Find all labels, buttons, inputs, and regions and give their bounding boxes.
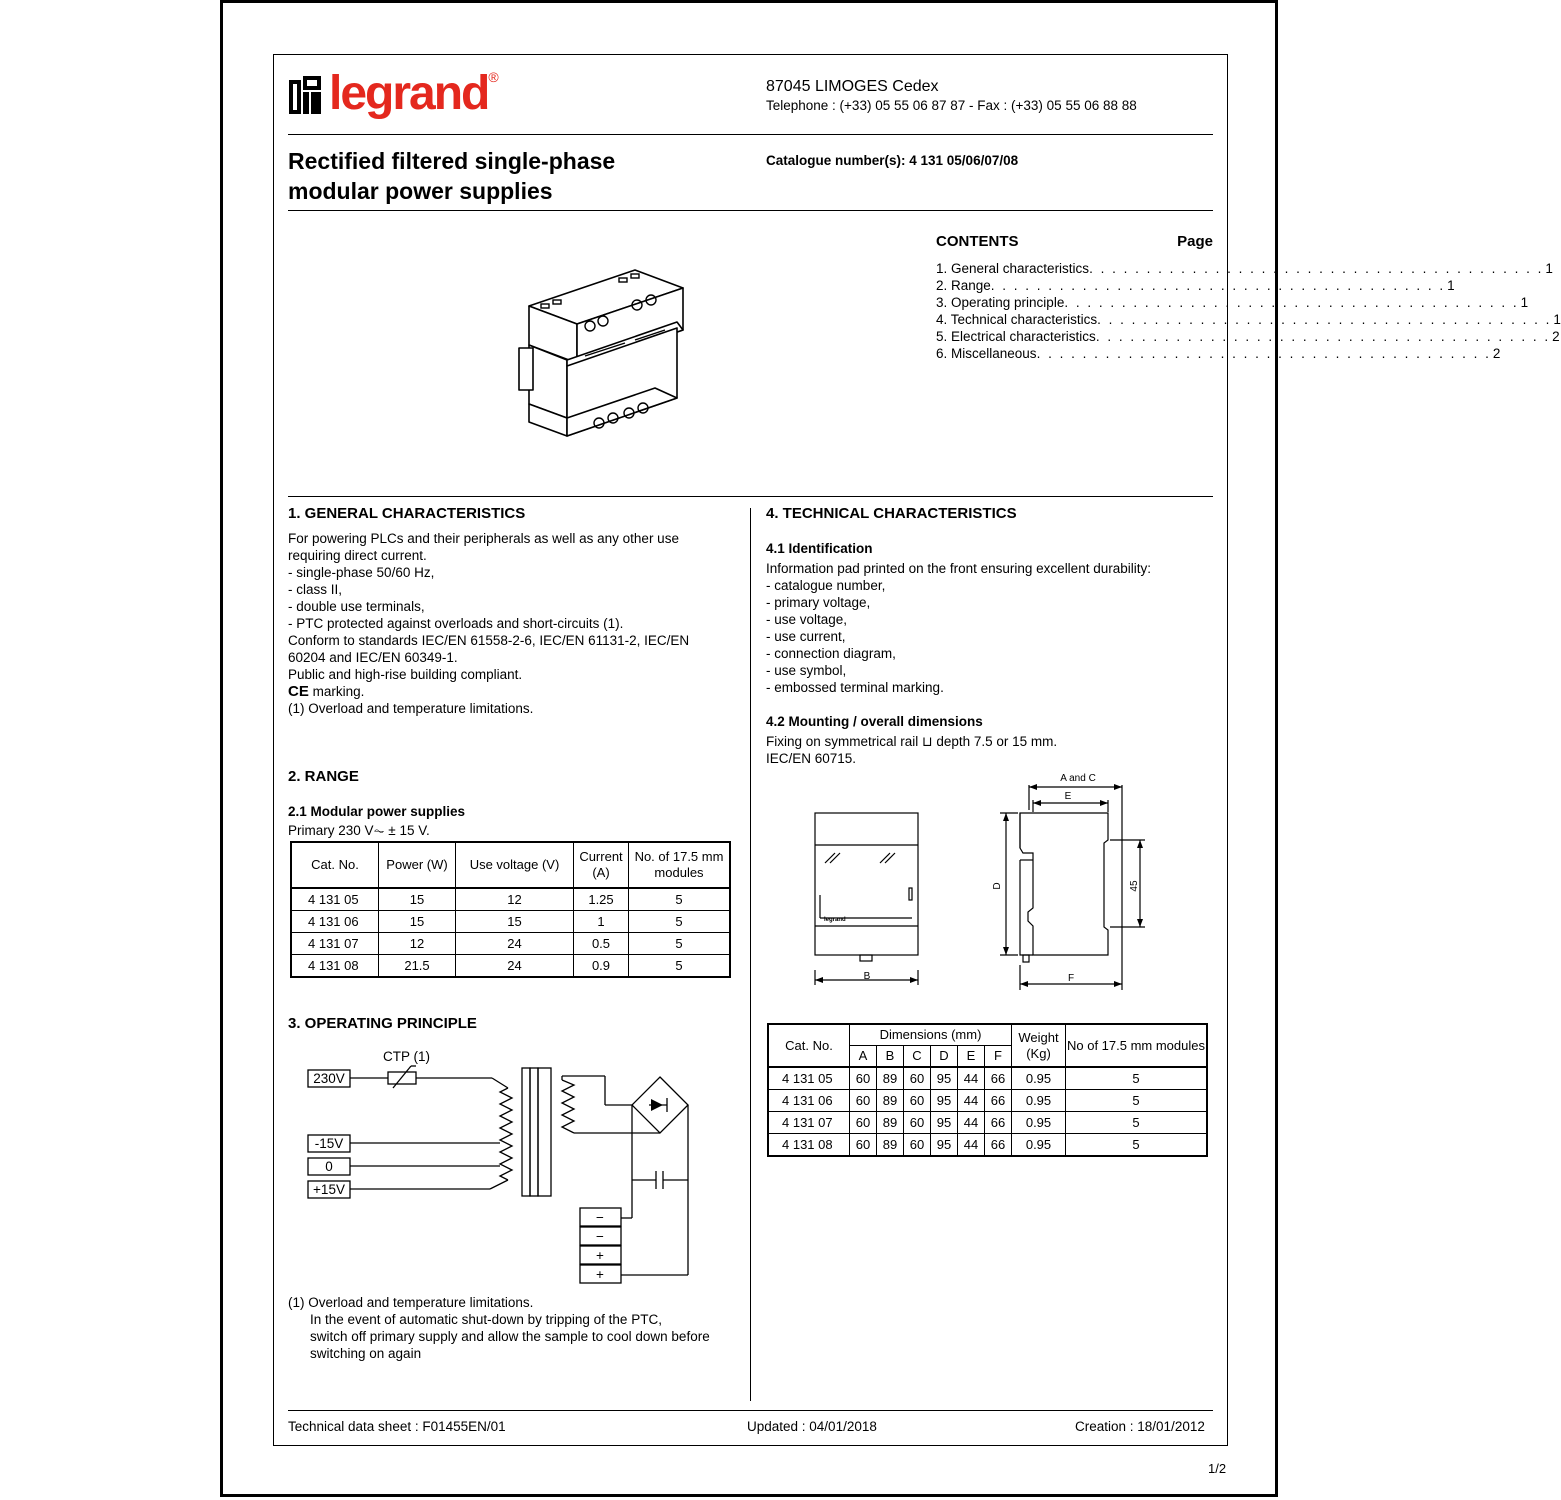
brand-name: legrand: [329, 67, 489, 120]
list-item: - catalogue number,: [766, 578, 886, 593]
list-item: - use symbol,: [766, 663, 847, 678]
table-cell: 44: [958, 1067, 985, 1090]
table-cell: 60: [904, 1134, 931, 1157]
circuit-diagram: [300, 1044, 700, 1289]
leader-dots: . . . . . . . . . . . . . . . . . . . . . . . . . . . . . . . . . . . . . . . .: [1097, 312, 1552, 327]
table-header-row: [291, 842, 730, 888]
table-cell: 15: [379, 888, 456, 911]
table-cell: 60: [904, 1112, 931, 1134]
header-cat: Cat. No.: [768, 1024, 850, 1067]
table-cell: 60: [850, 1090, 877, 1112]
contents-item-page: 1: [1447, 278, 1455, 293]
table-cell: 60: [904, 1090, 931, 1112]
ce-line: [288, 683, 718, 700]
footer-sheet: Technical data sheet : F01455EN/01: [288, 1419, 506, 1434]
contents-header: [936, 233, 1213, 250]
contents-item-label: 4. Technical characteristics: [936, 312, 1098, 327]
output-label: −: [596, 1210, 604, 1225]
table-cell: 5: [1066, 1134, 1208, 1157]
mounting-standard: IEC/EN 60715.: [766, 751, 857, 766]
leader-dots: . . . . . . . . . . . . . . . . . . . . . . . . . . . . . . . . . . . . . . . .: [1064, 295, 1519, 310]
address-city: 87045 LIMOGES Cedex: [766, 78, 939, 95]
footer-creation: Creation : 18/01/2012: [1075, 1419, 1205, 1434]
header-col: D: [931, 1046, 958, 1068]
terminal-label: 0: [325, 1159, 333, 1174]
leader-dots: . . . . . . . . . . . . . . . . . . . . . . . . . . . . . . . . . . . . . . . .: [990, 278, 1446, 293]
contents-item-page: 1: [1545, 261, 1553, 276]
identification-heading: 4.1 Identification: [766, 541, 873, 556]
table-cell: 60: [850, 1067, 877, 1090]
range-table: [290, 841, 731, 978]
mounting-heading: 4.2 Mounting / overall dimensions: [766, 714, 983, 729]
product-illustration: [515, 258, 695, 448]
table-cell: 60: [850, 1134, 877, 1157]
table-cell: 89: [877, 1112, 904, 1134]
device-brand-label: legrand: [824, 917, 846, 923]
table-cell: 5: [1066, 1112, 1208, 1134]
list-item: - double use terminals,: [288, 599, 425, 614]
list-item: - class II,: [288, 582, 343, 597]
table-cell: 66: [985, 1067, 1012, 1090]
mounting-text: Fixing on symmetrical rail ⊔ depth 7.5 or 15 mm.: [766, 734, 1058, 749]
table-cell: 44: [958, 1090, 985, 1112]
technical-heading: 4. TECHNICAL CHARACTERISTICS: [766, 505, 1017, 522]
contents-item-page: 2: [1552, 329, 1560, 344]
table-cell: 0.95: [1012, 1090, 1066, 1112]
contents-item-page: 1: [1520, 295, 1529, 310]
ce-marking: marking.: [312, 684, 365, 699]
output-label: +: [596, 1267, 604, 1282]
note-line: (1) Overload and temperature limitations.: [288, 1295, 534, 1310]
table-cell: 66: [985, 1112, 1012, 1134]
divider: [288, 1410, 1213, 1411]
address-phone: Telephone : (+33) 05 55 06 87 87 - Fax : (+33) 05 55 06 88 88: [766, 98, 1137, 113]
table-cell: 0.95: [1012, 1134, 1066, 1157]
contents-item: [936, 277, 1455, 294]
header-col: E: [958, 1046, 985, 1068]
terminal-label: 230V: [313, 1071, 345, 1086]
general-compliant: Public and high-rise building compliant.: [288, 667, 523, 682]
leader-dots: . . . . . . . . . . . . . . . . . . . . . . . . . . . . . . . . . . . . . . . .: [1095, 329, 1551, 344]
table-cell: 95: [931, 1067, 958, 1090]
terminal-label: +15V: [313, 1182, 345, 1197]
note-line: switching on again: [310, 1346, 422, 1361]
dim-label-45: 45: [1129, 880, 1140, 892]
operating-heading: 3. OPERATING PRINCIPLE: [288, 1015, 477, 1032]
contents-item: [936, 328, 1560, 345]
dim-label-ac: A and C: [1060, 773, 1096, 784]
table-cell: 4 131 06: [291, 911, 379, 933]
table-cell: 44: [958, 1134, 985, 1157]
contents-item: [936, 311, 1561, 328]
page-number: 1/2: [1208, 1461, 1227, 1476]
table-cell: 66: [985, 1090, 1012, 1112]
header-power: Power (W): [379, 842, 456, 888]
table-row: [768, 1134, 1207, 1157]
table-cell: 89: [877, 1067, 904, 1090]
divider: [288, 496, 1213, 497]
leader-dots: . . . . . . . . . . . . . . . . . . . . . . . . . . . . . . . . . . . . . . . .: [1089, 261, 1544, 276]
range-primary: Primary 230 V⏦ ± 15 V.: [288, 823, 430, 838]
table-cell: 4 131 08: [291, 955, 379, 978]
contents-item-label: 1. General characteristics: [936, 261, 1090, 276]
note-line: switch off primary supply and allow the sample to cool down before: [310, 1329, 710, 1344]
list-item: - single-phase 50/60 Hz,: [288, 565, 435, 580]
table-of-contents: [936, 233, 1561, 362]
contents-item-label: 3. Operating principle: [936, 295, 1065, 310]
table-cell: 44: [958, 1112, 985, 1134]
header-dimensions: Dimensions (mm): [850, 1024, 1012, 1046]
identification-intro: Information pad printed on the front ensuring excellent durability:: [766, 561, 1151, 576]
general-list: [288, 564, 718, 632]
list-item: - primary voltage,: [766, 595, 871, 610]
title-line-1: Rectified filtered single-phase: [288, 148, 616, 174]
contents-item-label: 5. Electrical characteristics: [936, 329, 1096, 344]
header-col: A: [850, 1046, 877, 1068]
table-cell: 0.5: [574, 933, 629, 955]
table-cell: 0.95: [1012, 1112, 1066, 1134]
table-cell: 4 131 08: [768, 1134, 850, 1157]
list-item: - use voltage,: [766, 612, 848, 627]
column-divider: [750, 508, 751, 1401]
contents-item-label: 2. Range: [936, 278, 991, 293]
terminal-label: -15V: [314, 1136, 344, 1151]
header-modules: No. of 17.5 mm modules: [629, 842, 731, 888]
divider: [288, 210, 1213, 211]
table-row: [291, 888, 730, 911]
table-cell: 15: [456, 911, 574, 933]
header-col: F: [985, 1046, 1012, 1068]
header-col: C: [904, 1046, 931, 1068]
contents-item: [936, 294, 1529, 311]
general-body: [288, 530, 718, 717]
table-row: [291, 933, 730, 955]
identification-body: [766, 560, 1206, 696]
identification-list: [766, 577, 1206, 696]
table-cell: 15: [379, 911, 456, 933]
table-row: [291, 955, 730, 978]
table-header-row: [768, 1024, 1207, 1046]
contents-list: [936, 260, 1561, 362]
dim-label-d: D: [992, 882, 1003, 890]
dim-label-e: E: [1064, 791, 1072, 802]
contents-item-label: 6. Miscellaneous: [936, 346, 1037, 361]
table-cell: 95: [931, 1112, 958, 1134]
table-cell: 4 131 05: [768, 1067, 850, 1090]
output-label: −: [596, 1229, 604, 1244]
brand-registered: ®: [488, 69, 497, 85]
table-cell: 5: [629, 933, 731, 955]
table-cell: 1.25: [574, 888, 629, 911]
general-note: (1) Overload and temperature limitations.: [288, 701, 534, 716]
dimensions-table: [767, 1023, 1208, 1157]
range-subheading: 2.1 Modular power supplies: [288, 804, 466, 819]
output-label: +: [596, 1248, 604, 1263]
header-cat: Cat. No.: [291, 842, 379, 888]
page-title: [288, 146, 728, 206]
dim-label-b: B: [863, 971, 871, 982]
header-modules: No of 17.5 mm modules: [1066, 1024, 1208, 1067]
table-cell: 21.5: [379, 955, 456, 978]
title-line-2: modular power supplies: [288, 178, 553, 204]
table-cell: 24: [456, 933, 574, 955]
contents-item-page: 1: [1553, 312, 1561, 327]
header-current: Current (A): [574, 842, 629, 888]
general-standards: Conform to standards IEC/EN 61558-2-6, IEC/EN 61131-2, IEC/EN 60204 and IEC/EN 60349-1.: [288, 633, 690, 665]
note-line: In the event of automatic shut-down by tripping of the PTC,: [310, 1312, 662, 1327]
table-cell: 0.9: [574, 955, 629, 978]
table-cell: 60: [850, 1112, 877, 1134]
legrand-mark-icon: [289, 76, 323, 116]
table-cell: 4 131 07: [768, 1112, 850, 1134]
table-row: [768, 1067, 1207, 1090]
table-row: [768, 1090, 1207, 1112]
range-heading: 2. RANGE: [288, 768, 359, 785]
table-cell: 12: [456, 888, 574, 911]
ce-mark-icon: CE: [288, 683, 309, 700]
ctp-label: CTP (1): [383, 1049, 431, 1064]
footer-updated: Updated : 04/01/2018: [747, 1419, 877, 1434]
contents-item: [936, 260, 1553, 277]
dimension-drawing: [800, 770, 1150, 990]
dim-label-f: F: [1067, 973, 1075, 984]
contents-item-page: 2: [1492, 346, 1501, 361]
header-col: B: [877, 1046, 904, 1068]
table-cell: 95: [931, 1134, 958, 1157]
table-cell: 95: [931, 1090, 958, 1112]
contents-page-label: Page: [1177, 233, 1213, 250]
catalogue-number: Catalogue number(s): 4 131 05/06/07/08: [766, 153, 1019, 168]
table-cell: 4 131 07: [291, 933, 379, 955]
table-cell: 12: [379, 933, 456, 955]
table-cell: 4 131 06: [768, 1090, 850, 1112]
header-weight: Weight (Kg): [1012, 1024, 1066, 1067]
mounting-body: [766, 733, 1057, 767]
table-cell: 60: [904, 1067, 931, 1090]
table-cell: 0.95: [1012, 1067, 1066, 1090]
operating-notes: [288, 1294, 748, 1362]
contents-item: [936, 345, 1501, 362]
list-item: - use current,: [766, 629, 846, 644]
table-row: [768, 1112, 1207, 1134]
table-cell: 5: [1066, 1090, 1208, 1112]
list-item: - connection diagram,: [766, 646, 896, 661]
table-cell: 4 131 05: [291, 888, 379, 911]
table-cell: 5: [629, 888, 731, 911]
header-voltage: Use voltage (V): [456, 842, 574, 888]
contents-heading: CONTENTS: [936, 233, 1019, 250]
divider: [288, 134, 1213, 135]
table-cell: 89: [877, 1090, 904, 1112]
list-item: - PTC protected against overloads and short-circuits (1).: [288, 616, 624, 631]
list-item: - embossed terminal marking.: [766, 680, 944, 695]
table-cell: 66: [985, 1134, 1012, 1157]
leader-dots: . . . . . . . . . . . . . . . . . . . . . . . . . . . . . . . . . . . . . . . .: [1036, 346, 1491, 361]
table-cell: 24: [456, 955, 574, 978]
table-row: [291, 911, 730, 933]
table-cell: 89: [877, 1134, 904, 1157]
table-cell: 1: [574, 911, 629, 933]
table-cell: 5: [1066, 1067, 1208, 1090]
table-cell: 5: [629, 955, 731, 978]
table-cell: 5: [629, 911, 731, 933]
brand-logo: [289, 67, 497, 120]
general-intro: For powering PLCs and their peripherals as well as any other use requiring direct current.: [288, 531, 679, 563]
general-heading: 1. GENERAL CHARACTERISTICS: [288, 505, 526, 522]
